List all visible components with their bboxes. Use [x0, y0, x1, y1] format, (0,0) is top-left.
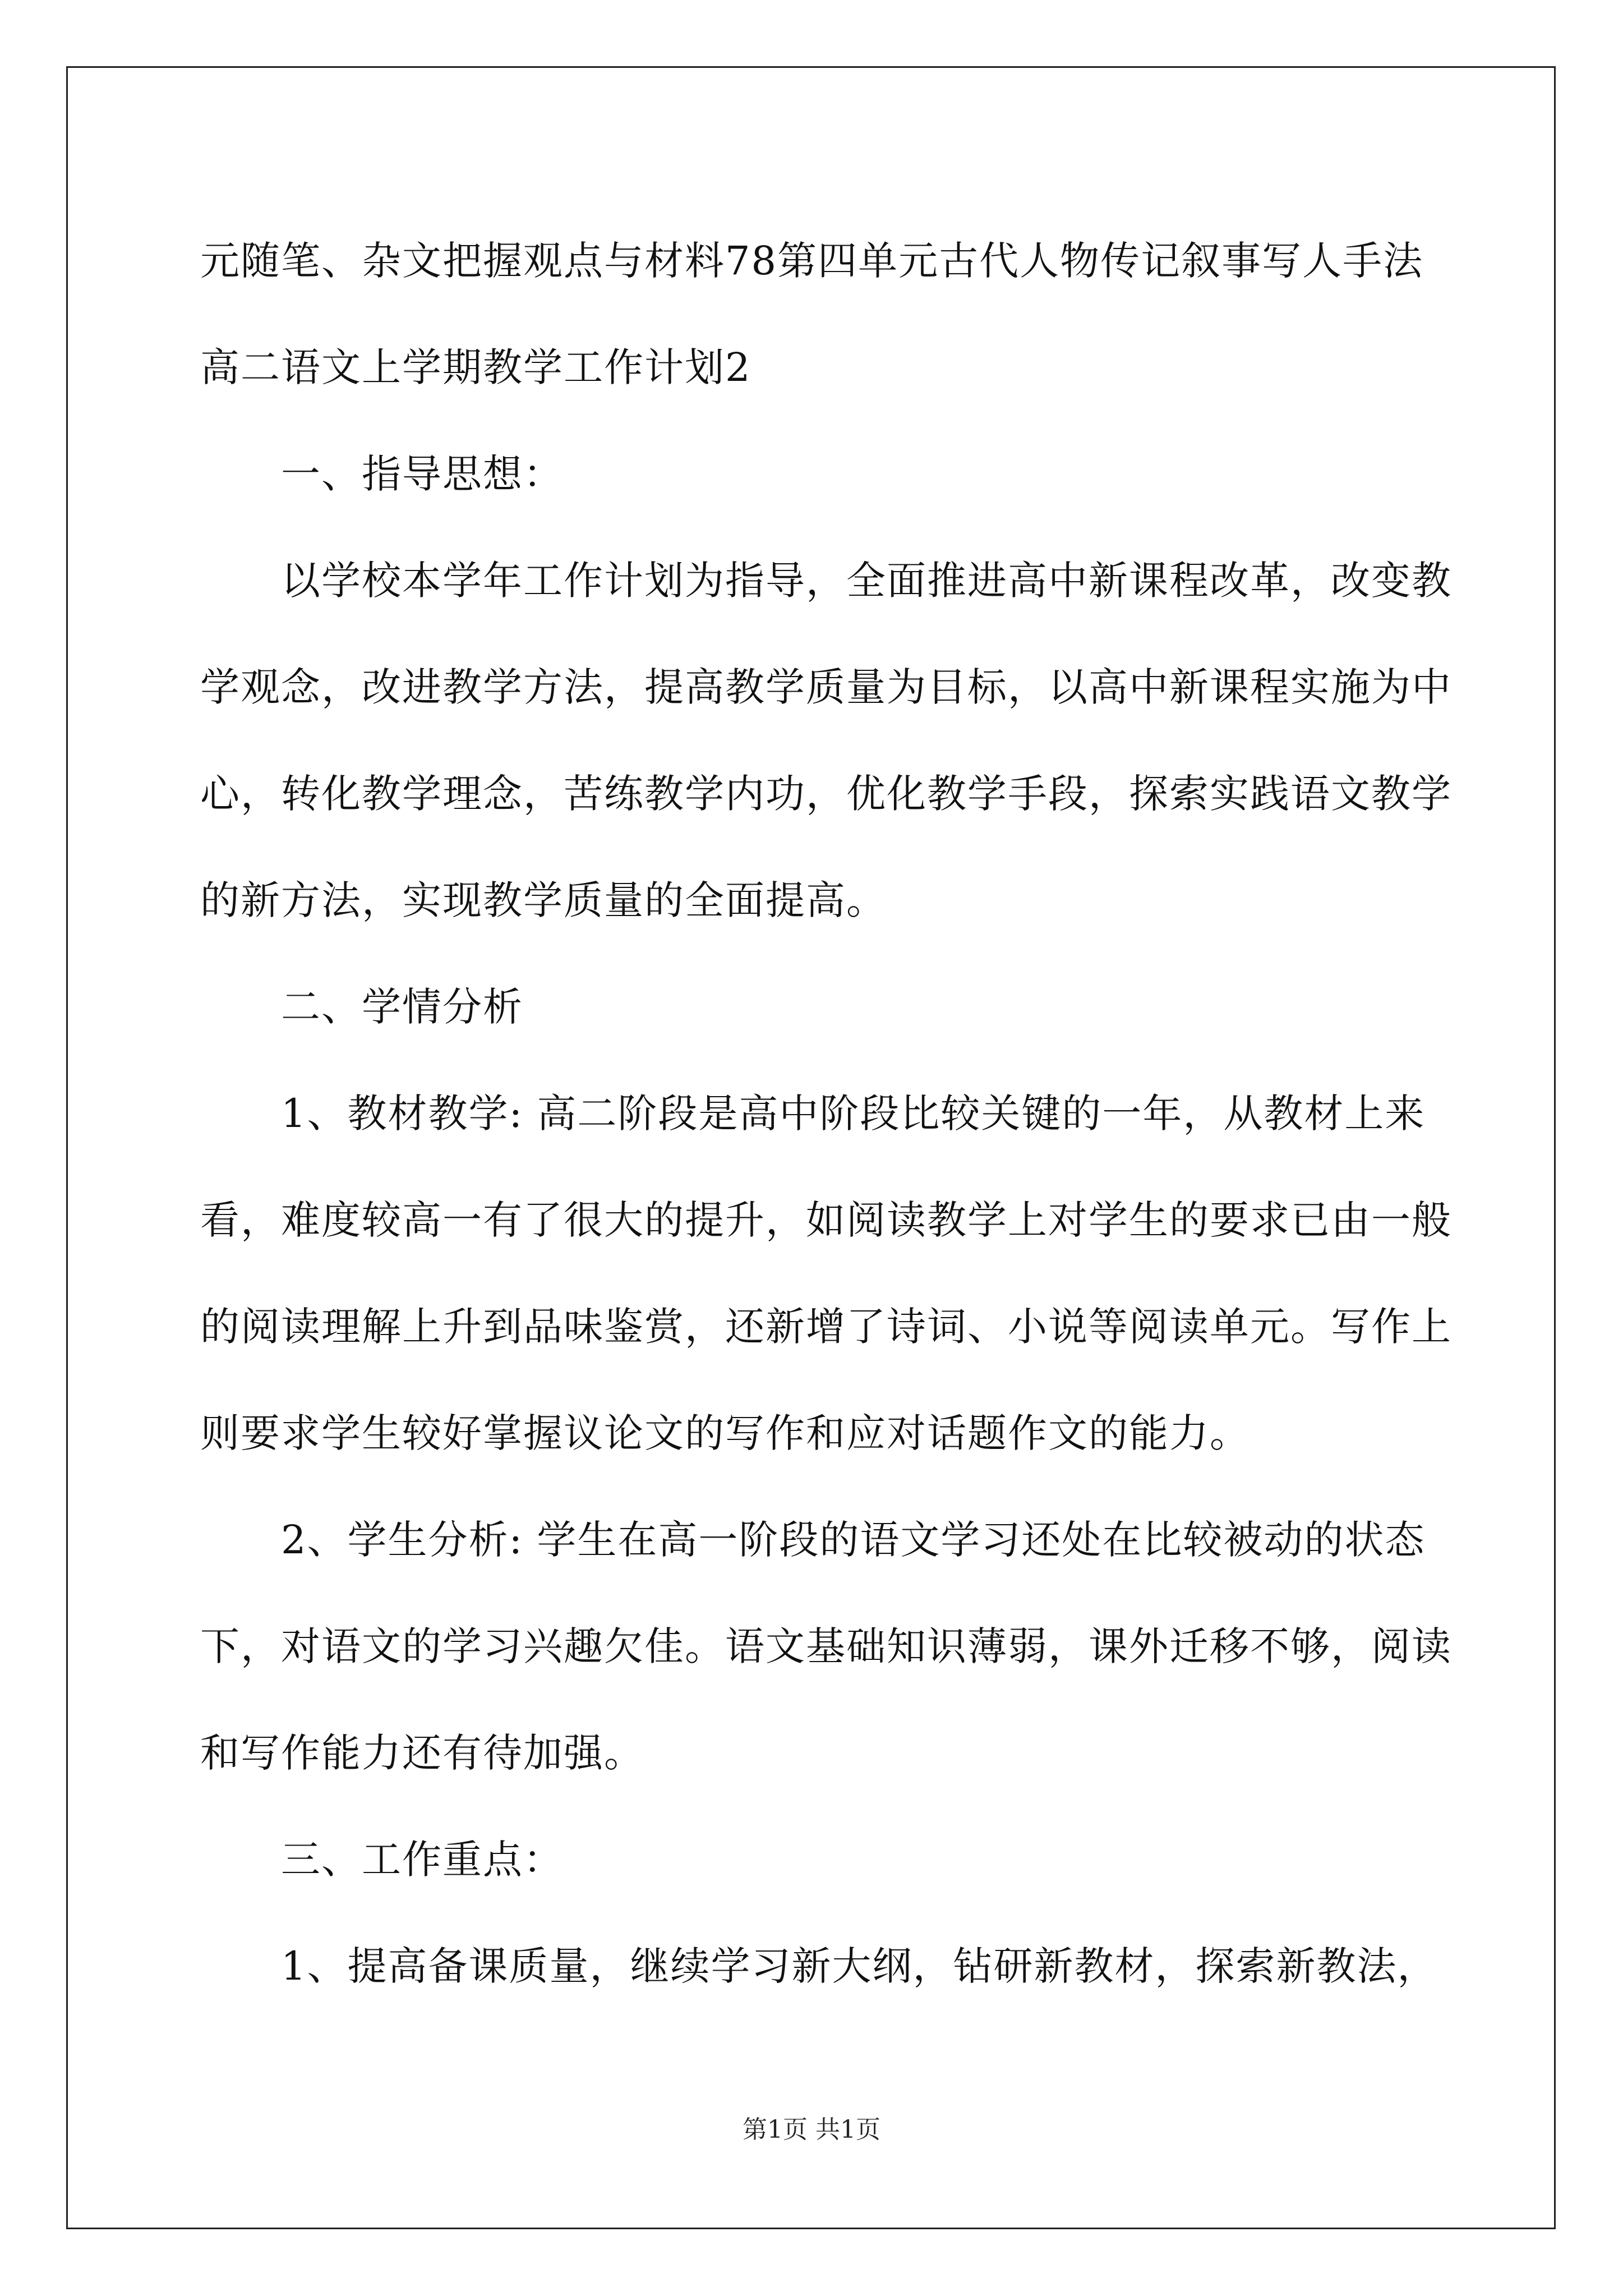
section-heading-work-focus: 三、工作重点： — [281, 1837, 564, 1883]
paragraph-student-analysis: 2、学生分析: 学生在高一阶段的语文学习还处在比较被动的状态下，对语文的学习兴趣欠佳。语文基础知识薄弱，课外迁移不够，阅读和写作能力还有待加强。 — [200, 1517, 1452, 1776]
paragraph-continuation: 元随笔、杂文把握观点与材料78第四单元古代人物传记叙事写人手法 — [200, 238, 1424, 284]
paragraph-lesson-prep: 1、提高备课质量，继续学习新大纲，钻研新教材，探索新教法， — [281, 1943, 1438, 1989]
paragraph-textbook-teaching: 1、教材教学: 高二阶段是高中阶段比较关键的一年，从教材上来看，难度较高一有了很大的提升，如阅读教学上对学生的要求已由一般的阅读理解上升到品味鉴赏，还新增了诗词、小说等阅读单元。写作上则要求学生较好掌握议论文的写作和应对话题作文的能力。 — [200, 1091, 1452, 1456]
section-heading-student-analysis: 二、学情分析 — [281, 984, 523, 1030]
document-title: 高二语文上学期教学工作计划2 — [200, 344, 751, 390]
document-body — [200, 208, 1456, 2019]
section-heading-guiding-thought: 一、指导思想： — [281, 451, 564, 497]
paragraph-guiding-thought: 以学校本学年工作计划为指导，全面推进高中新课程改革，改变教学观念，改进教学方法，提高教学质量为目标，以高中新课程实施为中心，转化教学理念，苦练教学内功，优化教学手段，探索实践语文教学的新方法，实现教学质量的全面提高。 — [200, 558, 1452, 923]
page-footer: 第1页 共1页 — [743, 2115, 880, 2144]
